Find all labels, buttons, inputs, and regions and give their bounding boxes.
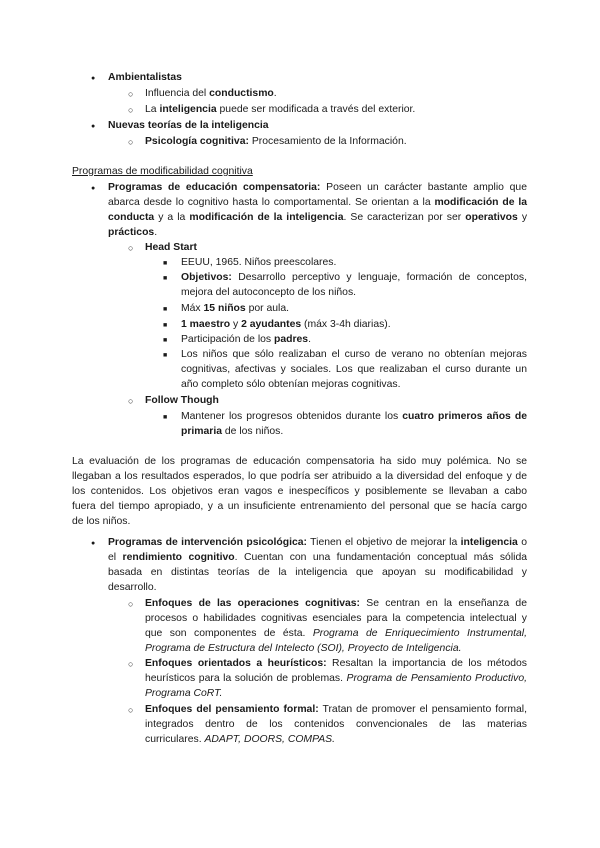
compensatoria-line-4: prácticos.	[108, 227, 158, 238]
item-psicologia-cognitiva: Psicología cognitiva: Procesamiento de la Información.	[145, 136, 407, 147]
bullet-square-icon	[163, 271, 167, 286]
intervencion-line-1: Programas de intervención psicológica: Tienen el objetivo de mejorar la inteligencia o	[108, 537, 527, 548]
intervencion-line-2: el rendimiento cognitivo. Cuentan con una fundamentación conceptual más sólida	[108, 552, 528, 563]
headstart-objetivos-line-2: mejora del autoconcepto de los niños.	[181, 287, 357, 298]
enfoques-operaciones-line-2: procesos o habilidades cognitivas esenciales para la competencia intelectual y	[145, 613, 527, 624]
bullet-circle-icon	[128, 597, 133, 612]
compensatoria-line-1: Programas de educación compensatoria: Poseen un carácter bastante amplio que	[108, 182, 527, 193]
bullet-disc-icon	[91, 119, 95, 134]
bullet-circle-icon	[128, 394, 133, 409]
headstart-eeuu: EEUU, 1965. Niños preescolares.	[181, 257, 337, 268]
enfoques-formal-line-2: integrados dentro de los contenidos convencionales de las materias	[145, 719, 527, 730]
headstart-ninos-line-2: cognitivas, afectivas y sociales. Los que realizaban el curso durante un	[181, 364, 527, 375]
enfoques-operaciones-line-4: Programa de Estructura del Intelecto (SOI), Proyecto de Inteligencia.	[145, 643, 462, 654]
bullet-square-icon	[163, 410, 167, 425]
section-heading: Programas de modificabilidad cognitiva	[72, 166, 253, 177]
item-influencia: Influencia del conductismo.	[145, 88, 277, 99]
item-ambientalistas: Ambientalistas	[108, 72, 182, 83]
compensatoria-line-3: conducta y a la modificación de la inteligencia. Se caracterizan por ser operativos y	[108, 212, 528, 223]
paragraph-line-1: La evaluación de los programas de educación compensatoria ha sido muy polémica. No se	[72, 456, 527, 467]
followthough-line-1: Mantener los progresos obtenidos durante los cuatro primeros años de	[181, 411, 527, 422]
enfoques-formal-line-3: curriculares. ADAPT, DOORS, COMPAS.	[145, 734, 335, 745]
paragraph-line-5: de los niños.	[72, 516, 131, 527]
bullet-circle-icon	[128, 87, 133, 102]
bullet-circle-icon	[128, 241, 133, 256]
bullet-square-icon	[163, 302, 167, 317]
bullet-circle-icon	[128, 703, 133, 718]
followthough-line-2: primaria de los niños.	[181, 426, 284, 437]
enfoques-operaciones-line-3: que son componentes de ésta. Programa de Enriquecimiento Instrumental,	[145, 628, 528, 639]
headstart-participacion: Participación de los padres.	[181, 334, 311, 345]
headstart-ninos-line-1: Los niños que sólo realizaban el curso de verano no obtenían mejoras	[181, 349, 527, 360]
bullet-disc-icon	[91, 536, 95, 551]
headstart-objetivos: Objetivos: Desarrollo perceptivo y lenguaje, formación de conceptos,	[181, 272, 527, 283]
headstart-title: Head Start	[145, 242, 197, 253]
enfoques-formal-line-1: Enfoques del pensamiento formal: Tratan de promover el pensamiento formal,	[145, 704, 527, 715]
bullet-circle-icon	[128, 135, 133, 150]
bullet-square-icon	[163, 348, 167, 363]
enfoques-operaciones-line-1: Enfoques de las operaciones cognitivas: Se centran en la enseñanza de	[145, 598, 527, 609]
bullet-square-icon	[163, 318, 167, 333]
compensatoria-line-2: abarca desde lo cognitivo hasta lo comportamental. Se orientan a la modificación de la	[108, 197, 527, 208]
headstart-maestro: 1 maestro y 2 ayudantes (máx 3-4h diarias).	[181, 319, 391, 330]
paragraph-line-4: fuera del tiempo apropiado, y a un insuficiente entrenamiento del personal que se hacía cargo	[72, 501, 527, 512]
bullet-disc-icon	[91, 71, 95, 86]
bullet-square-icon	[163, 256, 167, 271]
intervencion-line-4: desarrollo.	[108, 582, 157, 593]
headstart-ninos-line-3: año completo sólo obtenían mejoras cognitivas.	[181, 379, 401, 390]
bullet-disc-icon	[91, 181, 95, 196]
enfoques-heuristicos-line-3: Programa CoRT.	[145, 688, 223, 699]
followthough-title: Follow Though	[145, 395, 219, 406]
item-nuevas-teorias: Nuevas teorías de la inteligencia	[108, 120, 269, 131]
headstart-max: Máx 15 niños por aula.	[181, 303, 290, 314]
bullet-square-icon	[163, 333, 167, 348]
intervencion-line-3: basada en distintas teorías de la inteligencia que apoyan su modificabilidad y	[108, 567, 527, 578]
enfoques-heuristicos-line-2: heurísticos para la solución de problemas. Programa de Pensamiento Productivo,	[145, 673, 527, 684]
bullet-circle-icon	[128, 103, 133, 118]
enfoques-heuristicos-line-1: Enfoques orientados a heurísticos: Resaltan la importancia de los métodos	[145, 658, 527, 669]
paragraph-line-3: los contenidos. Los objetivos eran vagos e inespecíficos y posiblemente se llevaban a cabo	[72, 486, 527, 497]
paragraph-line-2: llegaban a los resultados esperados, lo que podría ser atribuido a la diversidad del enfoque y de	[72, 471, 527, 482]
bullet-circle-icon	[128, 657, 133, 672]
item-inteligencia-modificada: La inteligencia puede ser modificada a través del exterior.	[145, 104, 416, 115]
